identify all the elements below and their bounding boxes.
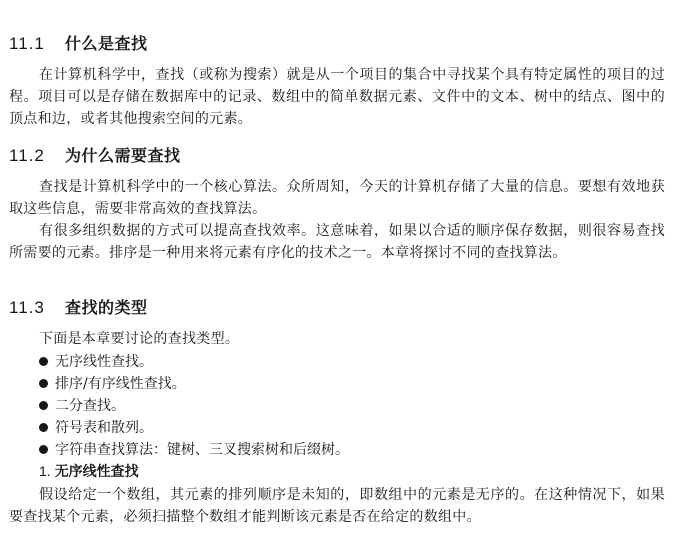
section-heading-11-1 — [9, 34, 148, 54]
list-item — [39, 395, 349, 417]
subsection-title: 无序线性查找 — [54, 464, 139, 480]
list-item — [39, 439, 349, 461]
list-item — [39, 417, 349, 439]
paragraph: 有很多组织数据的方式可以提高查找效率。这意味着，如果以合适的顺序保存数据，则很容易查找所需要的元素。排序是一种用来将元素有序化的技术之一。本章将探讨不同的查找算法。 — [9, 223, 665, 261]
section-title: 查找的类型 — [65, 298, 148, 317]
bullet-icon — [39, 423, 48, 432]
section-heading-11-3 — [9, 298, 148, 318]
search-types-list — [39, 351, 349, 461]
subsection-heading — [39, 460, 139, 483]
bullet-icon — [39, 357, 48, 366]
paragraph: 查找是计算机科学中的一个核心算法。众所周知，今天的计算机存储了大量的信息。要想有效地获取这些信息，需要非常高效的查找算法。 — [9, 179, 665, 217]
section-heading-11-2 — [9, 146, 181, 166]
list-item-text: 二分查找。 — [55, 398, 125, 414]
section-number: 11.3 — [9, 298, 45, 317]
list-item-text: 无序线性查找。 — [55, 354, 153, 370]
list-item — [39, 351, 349, 373]
paragraph: 假设给定一个数组，其元素的排列顺序是未知的，即数组中的元素是无序的。在这种情况下，如果要查找某个元素，必须扫描整个数组才能判断该元素是否在给定的数组中。 — [9, 487, 665, 525]
bullet-icon — [39, 445, 48, 454]
section-title: 什么是查找 — [65, 34, 148, 53]
paragraph: 下面是本章要讨论的查找类型。 — [39, 331, 240, 347]
bullet-icon — [39, 379, 48, 388]
list-item-text: 字符串查找算法：键树、三叉搜索树和后缀树。 — [55, 442, 349, 458]
section-number: 11.1 — [9, 34, 45, 53]
subsection-number: 1. — [39, 463, 51, 479]
list-item-text: 符号表和散列。 — [55, 420, 153, 436]
section-title: 为什么需要查找 — [65, 146, 181, 165]
section-number: 11.2 — [9, 146, 45, 165]
bullet-icon — [39, 401, 48, 410]
list-item — [39, 373, 349, 395]
paragraph: 在计算机科学中，查找（或称为搜索）就是从一个项目的集合中寻找某个具有特定属性的项目的过程。项目可以是存储在数据库中的记录、数组中的简单数据元素、文件中的文本、树中的结点、图中的顶点和边，或者其他搜索空间的元素。 — [9, 67, 665, 127]
list-item-text: 排序/有序线性查找。 — [55, 376, 186, 392]
